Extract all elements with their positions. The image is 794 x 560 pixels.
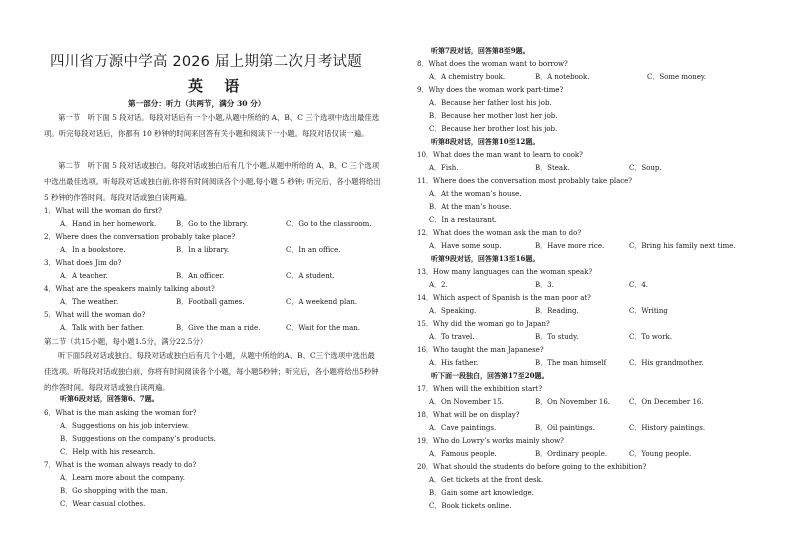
q4-option-c: C．A weekend plan. (286, 298, 358, 306)
section2-instructions: 听下面5段对话或独白。每段对话或独白后有几个小题，从题中所给的A、B、C三个选项中选出最佳选项。听每段对话或独白前，你将有时间阅读各个小题，每小题5秒钟；听完后，各小题将给出5秒钟的作答时间。每段对话或独白读两遍。 (44, 351, 379, 392)
q8-option-b: B．A notebook. (535, 73, 590, 81)
q19-option-c: C．Young people. (629, 450, 692, 458)
q18-option-c: C．History paintings. (629, 424, 706, 432)
q9-option-c: C．Because her brother lost his job. (429, 125, 558, 133)
question-20: 20．What should the students do before going to the exhibition? (417, 463, 647, 471)
q8-option-a: A．A chemistry book. (429, 73, 506, 81)
exam-title: 四川省万源中学高 2026 届上期第二次月考试题 (50, 54, 362, 70)
q15-option-a: A．To travel. (429, 333, 475, 341)
question-1: 1．What will the woman do first? (44, 207, 162, 215)
question-11: 11．Where does the conversation most probably take place? (417, 177, 633, 185)
q2-option-a: A．In a bookstore. (60, 246, 126, 254)
question-2: 2．Where does the conversation probably take place? (44, 233, 236, 241)
q20-option-a: A．Get tickets at the front desk. (429, 476, 544, 484)
q16-option-a: A．His father. (429, 359, 479, 367)
q13-option-c: C．4. (629, 281, 649, 289)
question-4: 4．What are the speakers mainly talking about? (44, 285, 215, 293)
q4-option-a: A．The weather. (60, 298, 119, 306)
q7-option-b: B．Go shopping with the man. (60, 487, 168, 495)
q16-option-b: B．The man himself (535, 359, 607, 367)
q4-option-b: B．Football games. (176, 298, 245, 306)
q6-option-c: C．Help with his research. (60, 448, 156, 456)
q15-option-c: C．To work. (629, 333, 672, 341)
question-9: 9．Why does the woman work part-time? (417, 86, 564, 94)
question-16: 16．Who taught the man Japanese? (417, 346, 544, 354)
q17-option-c: C．On December 16. (629, 398, 704, 406)
q18-option-b: B．Oil paintings. (535, 424, 595, 432)
q2-option-c: C．In an office. (286, 246, 341, 254)
q20-option-b: B．Gain some art knowledge. (429, 489, 534, 497)
q14-option-b: B．Reading. (535, 307, 579, 315)
q18-option-a: A．Cave paintings. (429, 424, 497, 432)
question-10: 10．What does the man want to learn to cook? (417, 151, 583, 159)
q11-option-c: C．In a restaurant. (429, 216, 497, 224)
q17-option-a: A．On November 15. (429, 398, 504, 406)
note-dialogue-6: 听第6段对话，回答第6、7题。 (60, 394, 159, 403)
q9-option-b: B．Because her mother lost her job. (429, 112, 558, 120)
q5-option-a: A．Talk with her father. (60, 324, 145, 332)
q3-option-a: A．A teacher. (60, 272, 108, 280)
q9-option-a: A．Because her father lost his job. (429, 99, 552, 107)
q11-option-a: A．At the woman’s house. (429, 190, 522, 198)
part1-heading: 第一部分：听力（共两节，满分 30 分） (128, 99, 266, 108)
q3-option-c: C．A student. (286, 272, 335, 280)
note-monologue-10: 听下面一段独白，回答第17至20题。 (431, 371, 549, 380)
q12-option-b: B．Have more rice. (535, 242, 605, 250)
q10-option-c: C．Soup. (629, 164, 662, 172)
question-12: 12．What does the woman ask the man to do? (417, 229, 582, 237)
q11-option-b: B．At the man’s house. (429, 203, 512, 211)
q8-option-c: C．Some money. (647, 73, 707, 81)
section1b-instructions: 第二节 听下面 5 段对话或独白。每段对话或独白后有几个小题,从题中所给的 A、B、C 三个选项中选出最佳选项。听每段对话或独白前,你将有时间阅读各个小题,每小题 5 秒钟; 听完后，各小题将给出 5 秒钟的作答时间。每段对话或独白读两遍。 (44, 161, 381, 202)
q1-option-b: B．Go to the library. (176, 220, 249, 228)
question-8: 8．What does the woman want to borrow? (417, 60, 568, 68)
q15-option-b: B．To study. (535, 333, 579, 341)
q1-option-a: A．Hand in her homework. (60, 220, 157, 228)
q7-option-c: C．Wear casual clothes. (60, 500, 146, 508)
q12-option-c: C．Bring his family next time. (629, 242, 736, 250)
question-17: 17．When will the exhibition start? (417, 385, 543, 393)
q3-option-b: B．An officer. (176, 272, 225, 280)
q2-option-b: B．In a library. (176, 246, 230, 254)
q10-option-a: A．Fish. (429, 164, 459, 172)
q14-option-a: A．Speaking. (429, 307, 477, 315)
note-dialogue-7: 听第7段对话，回答第8至9题。 (431, 46, 530, 55)
q13-option-b: B．3. (535, 281, 554, 289)
q19-option-b: B．Ordinary people. (535, 450, 608, 458)
section1-instructions: 第一节 听下面 5 段对话。每段对话后有一个小题,从题中所给的 A、B、C 三个选项中选出最佳选项。听完每段对话后，你都有 10 秒钟的时间来回答有关小题和阅读下一小题。每段对话仅读一遍。 (44, 113, 380, 138)
question-7: 7．What is the woman always ready to do? (44, 461, 197, 469)
q10-option-b: B．Steak. (535, 164, 570, 172)
question-3: 3．What does Jim do? (44, 259, 122, 267)
question-13: 13．How many languages can the woman speak? (417, 268, 593, 276)
question-5: 5．What will the woman do? (44, 311, 146, 319)
subject-title: 英 语 (188, 77, 248, 95)
q5-option-b: B．Give the man a ride. (176, 324, 261, 332)
q6-option-a: A．Suggestions on his job interview. (60, 422, 190, 430)
q1-option-c: C．Go to the classroom. (286, 220, 372, 228)
note-dialogue-9: 听第9段对话，回答第13至16题。 (431, 254, 540, 263)
q13-option-a: A．2. (429, 281, 448, 289)
q17-option-b: B．On November 16. (535, 398, 611, 406)
q7-option-a: A．Learn more about the company. (60, 474, 185, 482)
q19-option-a: A．Famous people. (429, 450, 497, 458)
q20-option-c: C．Book tickets online. (429, 502, 512, 510)
section2-heading: 第二节（共15小题，每小题1.5分，满分22.5分） (44, 337, 208, 346)
q14-option-c: C．Writing (629, 307, 668, 315)
question-19: 19．Who do Lowry’s works mainly show? (417, 437, 564, 445)
question-6: 6．What is the man asking the woman for? (44, 409, 197, 417)
q6-option-b: B．Suggestions on the company’s products. (60, 435, 216, 443)
q12-option-a: A．Have some soup. (429, 242, 502, 250)
q5-option-c: C．Wait for the man. (286, 324, 361, 332)
note-dialogue-8: 听第8段对话，回答第10至12题。 (431, 137, 540, 146)
q16-option-c: C．His grandmother. (629, 359, 704, 367)
question-15: 15．Why did the woman go to Japan? (417, 320, 550, 328)
question-18: 18．What will be on display? (417, 411, 520, 419)
question-14: 14．Which aspect of Spanish is the man poor at? (417, 294, 591, 302)
